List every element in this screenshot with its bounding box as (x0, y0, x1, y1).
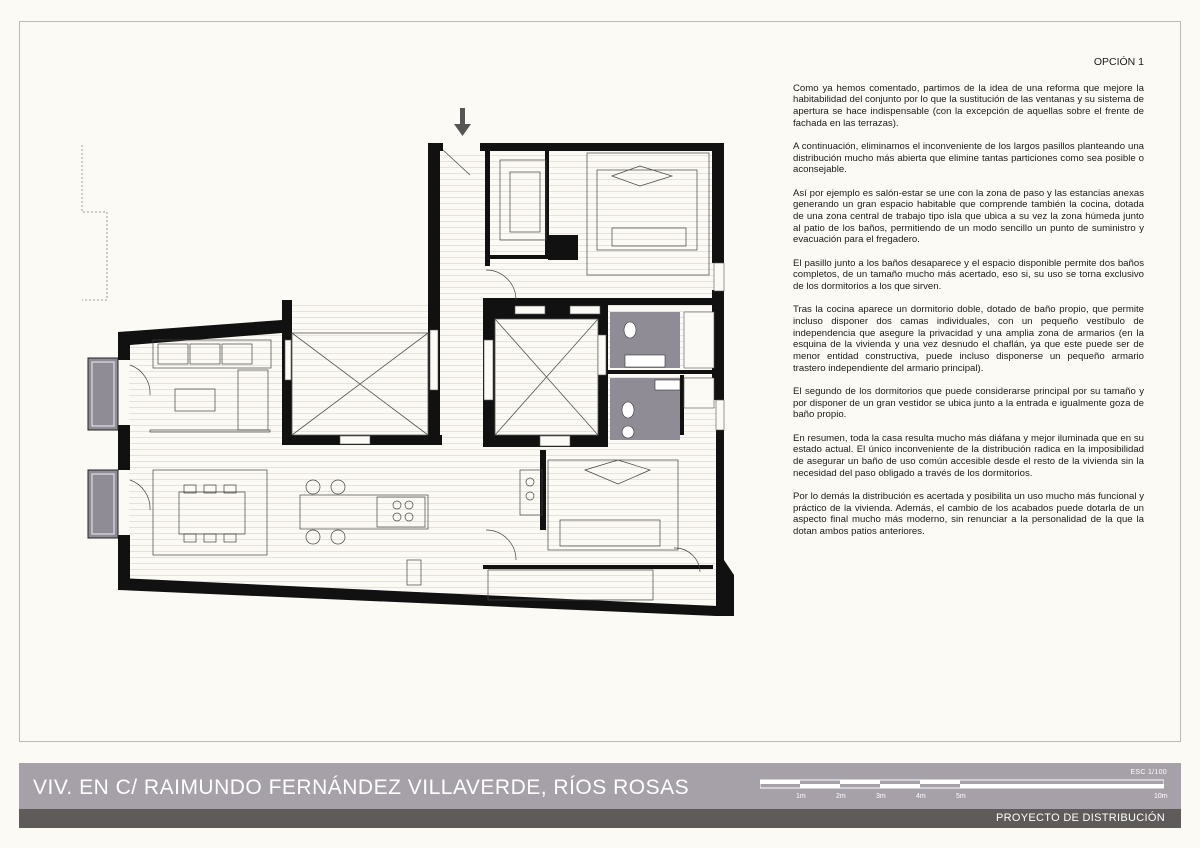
paragraph: Por lo demás la distribución es acertada y posibilita un uso mucho más funcional y práctico de la vivienda. Además, el cambio de los acabados puede dotarla de un aspecto final mucho más moderno, sin renunciar a la personalidad de la que la dotan ambos patios anteriores. (793, 490, 1144, 537)
entrance-arrow-icon (454, 108, 471, 136)
paragraph: Tras la cocina aparece un dormitorio doble, dotado de baño propio, que permite incluso disponer dos camas individuales, con un pequeño vestíbulo de independencia que asegure la privacidad y una amplia zona de armarios (en la esquina de la vivienda y una vez desnudo el chaflán, ya que este puede ser de menor entidad constructiva, puede incluso disponerse un pequeño armario trastero independiente del armario principal). (793, 304, 1144, 374)
paragraph: Así por ejemplo es salón-estar se une con la zona de paso y las estancias anexas generando un gran espacio habitable que comprende también la cocina, dotada de una zona central de trabajo tipo isla que ubica a su vez la zona húmeda junto al patio de los baños, permitiendo de un modo sencillo un punto de suministro y evacuación para el fregadero. (793, 187, 1144, 246)
terraces (88, 358, 118, 538)
scale-tick: 2m (836, 793, 846, 800)
option-title: OPCIÓN 1 (1093, 56, 1144, 68)
paragraph: El segundo de los dormitorios que puede considerarse principal por su tamaño y por disponer de un gran vestidor se ubica junto a la entrada e igualmente goza de baño propio. (793, 385, 1144, 421)
paragraph: El pasillo junto a los baños desaparece y el espacio disponible permite dos baños completos, de un tamaño mucho más acertado, eso si, su uso se torna exclusivo de los dormitorios a los que sirven. (793, 257, 1144, 293)
description-column (793, 57, 1144, 549)
subtitle-band (19, 809, 1181, 828)
floor-plan (60, 100, 760, 630)
project-subtitle: PROYECTO DE DISTRIBUCIÓN (996, 812, 1165, 824)
scale-tick: 5m (956, 793, 966, 800)
title-band (19, 763, 1181, 809)
neighbour-outline (82, 145, 107, 300)
graphic-scale (760, 778, 1164, 792)
scale-tick: 4m (916, 793, 926, 800)
paragraph: En resumen, toda la casa resulta mucho más diáfana y mejor iluminada que en su estado actual. El único inconveniente de la distribución radica en la imposibilidad de asegurar un baño de uso común accesible desde el resto de la vivienda sin la necesidad del paso obligado a través de los dormitorios. (793, 432, 1144, 479)
scale-tick: 10m (1154, 793, 1168, 800)
scale-tick: 1m (796, 793, 806, 800)
project-title: VIV. EN C/ RAIMUNDO FERNÁNDEZ VILLAVERDE, RÍOS ROSAS (33, 776, 690, 799)
scale-tick: 3m (876, 793, 886, 800)
paragraph: Como ya hemos comentado, partimos de la idea de una reforma que mejore la habitabilidad del conjunto por lo que la sustitución de las ventanas y su sistema de apertura se hace indispensable (con la excepción de aquellas sobre el frente de fachada en las terrazas). (793, 82, 1144, 129)
scale-label: ESC 1/100 (1130, 769, 1167, 776)
paragraph: A continuación, eliminamos el inconveniente de los largos pasillos planteando una distribución mucho más abierta que elimine tantas particiones como sea posible o aconsejable. (793, 141, 1144, 176)
